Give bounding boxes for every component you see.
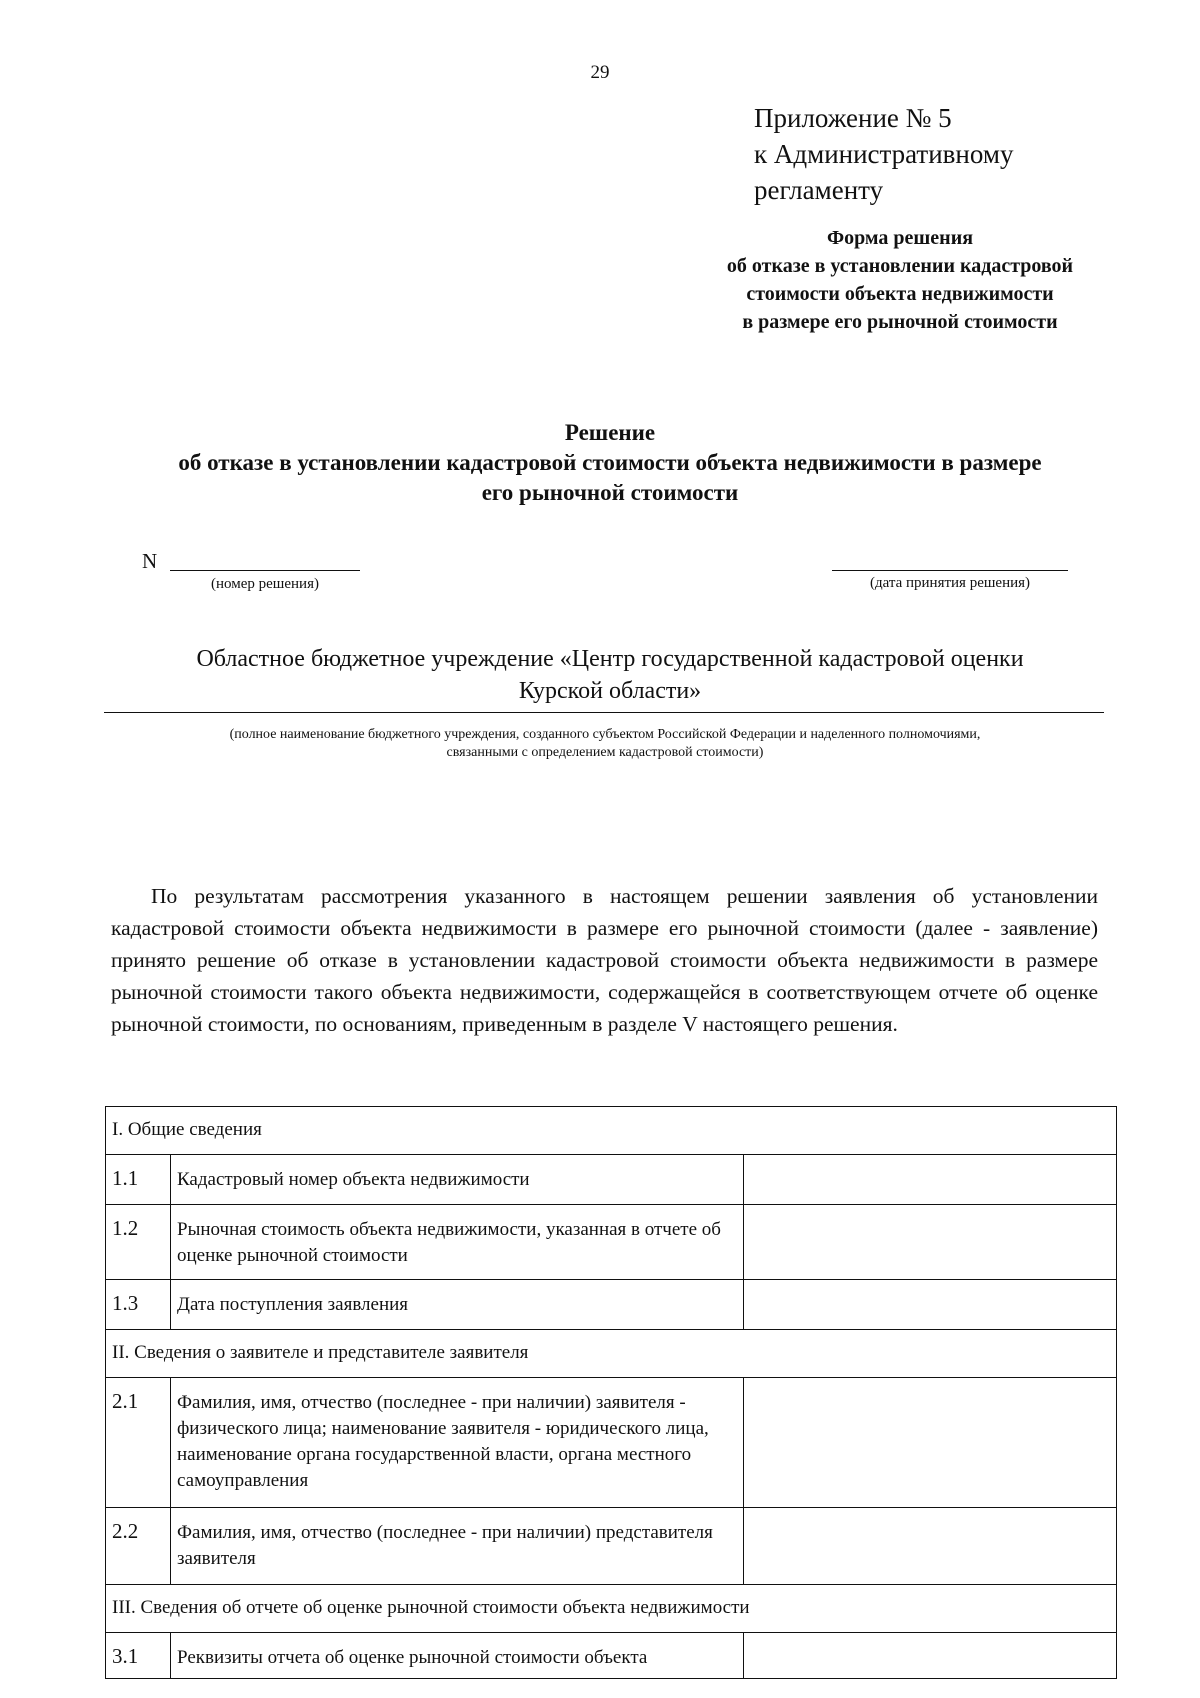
form-caption-line-2: об отказе в установлении кадастровой	[726, 255, 1074, 277]
table-row	[106, 1633, 1117, 1679]
decision-title-line-1: Решение	[564, 420, 656, 445]
table-row	[106, 1378, 1117, 1508]
row-number: 3.1	[106, 1633, 171, 1679]
form-caption-line-3: стоимости объекта недвижимости	[746, 283, 1054, 305]
row-value-field[interactable]	[744, 1378, 1117, 1508]
appendix-line-1: Приложение № 5	[754, 103, 952, 133]
body-text: По результатам рассмотрения указанного в настоящем решении заявления об установлении кадастровой стоимости объекта недвижимости в размере его рыночной стоимости (далее - заявление) принято решение об отказе в установлении кадастровой стоимости объекта недвижимости в размере рыночной стоимости такого объекта недвижимости, содержащейся в соответствующем отчете об оценке рыночной стоимости, по основаниям, приведенным в разделе V настоящего решения.	[111, 884, 1098, 1036]
form-caption-line-4: в размере его рыночной стоимости	[742, 311, 1058, 333]
table-row	[106, 1205, 1117, 1280]
row-number: 1.1	[106, 1155, 171, 1205]
row-value-field[interactable]	[744, 1205, 1117, 1280]
section-row	[106, 1330, 1117, 1378]
table-row	[106, 1508, 1117, 1585]
decision-info-table	[105, 1106, 1117, 1679]
organization-name-line-2: Курской области»	[518, 678, 702, 704]
decision-number-caption: (номер решения)	[211, 576, 319, 592]
organization-caption	[100, 726, 1110, 762]
row-label: Реквизиты отчета об оценке рыночной стоимости объекта	[171, 1633, 744, 1679]
page-number: 29	[590, 62, 610, 83]
form-caption-line-1: Форма решения	[826, 227, 974, 249]
row-number: 1.3	[106, 1280, 171, 1330]
decision-body-paragraph	[111, 880, 1098, 1040]
organization-caption-line-1: (полное наименование бюджетного учреждения, созданного субъектом Российской Федерации и наделенного полномочиями,	[229, 727, 981, 742]
decision-title-line-3: его рыночной стоимости	[481, 480, 739, 505]
row-label: Дата поступления заявления	[171, 1280, 744, 1330]
section-heading-3: III. Сведения об отчете об оценке рыночной стоимости объекта недвижимости	[106, 1585, 1117, 1633]
row-value-field[interactable]	[744, 1280, 1117, 1330]
row-value-field[interactable]	[744, 1155, 1117, 1205]
section-heading-2: II. Сведения о заявителе и представителе заявителя	[106, 1330, 1117, 1378]
row-number: 1.2	[106, 1205, 171, 1280]
form-caption	[660, 224, 1140, 336]
decision-number-label: N	[142, 549, 158, 573]
decision-title	[0, 418, 1200, 508]
appendix-reference	[754, 100, 1013, 208]
appendix-line-3: регламенту	[754, 175, 884, 205]
row-value-field[interactable]	[744, 1633, 1117, 1679]
decision-date-blank	[832, 570, 1068, 571]
row-number: 2.2	[106, 1508, 171, 1585]
organization-underline	[104, 712, 1104, 713]
table-row	[106, 1155, 1117, 1205]
organization-name-line-1: Областное бюджетное учреждение «Центр государственной кадастровой оценки	[196, 646, 1024, 672]
row-label: Рыночная стоимость объекта недвижимости, указанная в отчете об оценке рыночной стоимости	[171, 1205, 744, 1280]
row-label: Кадастровый номер объекта недвижимости	[171, 1155, 744, 1205]
section-row	[106, 1107, 1117, 1155]
decision-number-blank	[170, 570, 360, 571]
row-label: Фамилия, имя, отчество (последнее - при наличии) представителя заявителя	[171, 1508, 744, 1585]
appendix-line-2: к Административному	[754, 139, 1014, 169]
section-heading-1: I. Общие сведения	[106, 1107, 1117, 1155]
row-value-field[interactable]	[744, 1508, 1117, 1585]
table-row	[106, 1280, 1117, 1330]
decision-title-line-2: об отказе в установлении кадастровой стоимости объекта недвижимости в размере	[178, 450, 1042, 475]
organization-name	[60, 643, 1160, 707]
row-label: Фамилия, имя, отчество (последнее - при наличии) заявителя - физического лица; наименование заявителя - юридического лица, наименование органа государственной власти, органа местного самоуправления	[171, 1378, 744, 1508]
organization-caption-line-2: связанными с определением кадастровой стоимости)	[446, 745, 764, 760]
row-number: 2.1	[106, 1378, 171, 1508]
section-row	[106, 1585, 1117, 1633]
decision-date-caption: (дата принятия решения)	[869, 575, 1031, 591]
